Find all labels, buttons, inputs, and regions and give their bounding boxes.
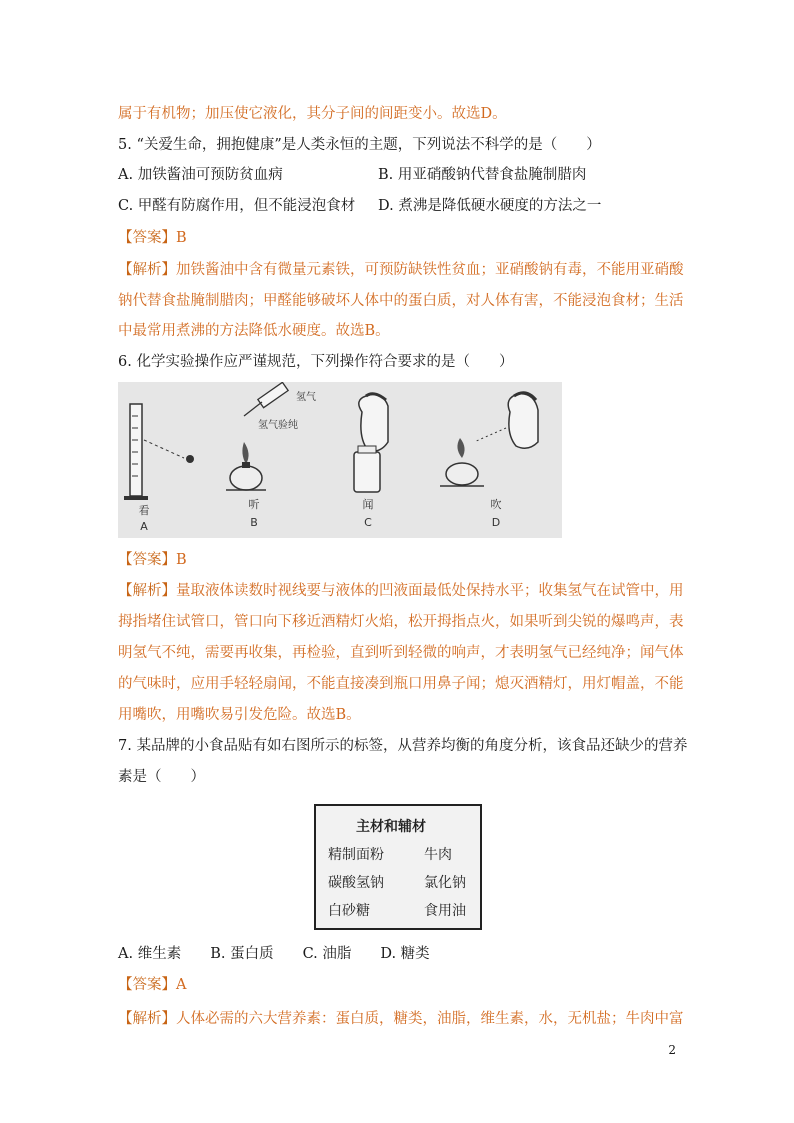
explanation-6-line4: 的气味时，应用手轻轻扇闻，不能直接凑到瓶口用鼻子闻；熄灭酒精灯，用灯帽盖，不能 <box>118 676 684 692</box>
purity-test-label: 氢气验纯 <box>258 420 298 431</box>
explanation-5-line2: 钠代替食盐腌制腊肉；甲醛能够破坏人体中的蛋白质，对人体有害，不能浸泡食材；生活 <box>118 293 684 309</box>
text-line: 属于有机物；加压使它液化，其分子间的间距变小。故选D。 <box>118 106 507 122</box>
option-d: D. 煮沸是降低硬水硬度的方法之一 <box>378 198 602 214</box>
explanation-5-line3: 中最常用煮沸的方法降低水硬度。故选B。 <box>118 323 390 339</box>
caption-c: 闻 <box>362 498 374 511</box>
food-item: 碳酸氢钠 <box>328 875 384 891</box>
explanation-5-line1: 【解析】加铁酱油中含有微量元素铁，可预防缺铁性贫血；亚硝酸钠有毒，不能用亚硝酸 <box>118 262 684 278</box>
question-5: 5. “关爱生命，拥抱健康”是人类永恒的主题，下列说法不科学的是（ ） <box>118 137 601 153</box>
option-a: A. 加铁酱油可预防贫血病 <box>118 167 283 183</box>
caption-d: 吹 <box>490 498 502 511</box>
explanation-7-line1: 【解析】人体必需的六大营养素：蛋白质，糖类，油脂，维生素，水，无机盐；牛肉中富 <box>118 1011 684 1027</box>
food-item: 食用油 <box>424 903 466 919</box>
explanation-6-line1: 【解析】量取液体读数时视线要与液体的凹液面最低处保持水平；收集氢气在试管中，用 <box>118 583 684 599</box>
food-label-box <box>314 804 482 930</box>
caption-a: 看 <box>138 504 150 517</box>
lab-operations-figure <box>118 382 562 538</box>
smelling-illustration <box>354 394 388 492</box>
food-label-title: 主材和辅材 <box>356 819 426 835</box>
food-item: 氯化钠 <box>424 875 466 891</box>
answer-7: 【答案】A <box>118 977 187 993</box>
page-number: 2 <box>668 1043 676 1057</box>
food-item: 牛肉 <box>424 847 452 863</box>
letter-d: D <box>491 516 501 529</box>
question-6: 6. 化学实验操作应严谨规范，下列操作符合要求的是（ ） <box>118 354 514 370</box>
caption-b: 听 <box>248 498 260 511</box>
letter-c: C <box>364 516 372 529</box>
letter-b: B <box>250 516 258 529</box>
explanation-6-line2: 拇指堵住试管口，管口向下移近酒精灯火焰，松开拇指点火，如果听到尖锐的爆鸣声，表 <box>118 614 684 630</box>
question-7-line1: 7. 某品牌的小食品贴有如右图所示的标签，从营养均衡的角度分析，该食品还缺少的营养 <box>118 738 688 754</box>
answer-5: 【答案】B <box>118 230 187 246</box>
letter-a: A <box>140 520 148 533</box>
hydrogen-test-illustration <box>226 382 316 490</box>
gas-label: 氢气 <box>296 392 316 403</box>
graduated-cylinder-illustration <box>124 404 194 500</box>
question-7-options: A. 维生素 B. 蛋白质 C. 油脂 D. 糖类 <box>118 946 430 962</box>
option-c: C. 甲醛有防腐作用，但不能浸泡食材 <box>118 198 356 214</box>
explanation-6-line3: 明氢气不纯，需要再收集，再检验，直到听到轻微的响声，才表明氢气已经纯净；闻气体 <box>118 645 684 661</box>
explanation-6-line5: 用嘴吹，用嘴吹易引发危险。故选B。 <box>118 707 361 723</box>
option-b: B. 用亚硝酸钠代替食盐腌制腊肉 <box>378 167 587 183</box>
food-item: 白砂糖 <box>328 903 370 919</box>
answer-6: 【答案】B <box>118 552 187 568</box>
food-item: 精制面粉 <box>328 847 384 863</box>
question-7-line2: 素是（ ） <box>118 769 205 785</box>
blowing-illustration <box>440 393 538 486</box>
